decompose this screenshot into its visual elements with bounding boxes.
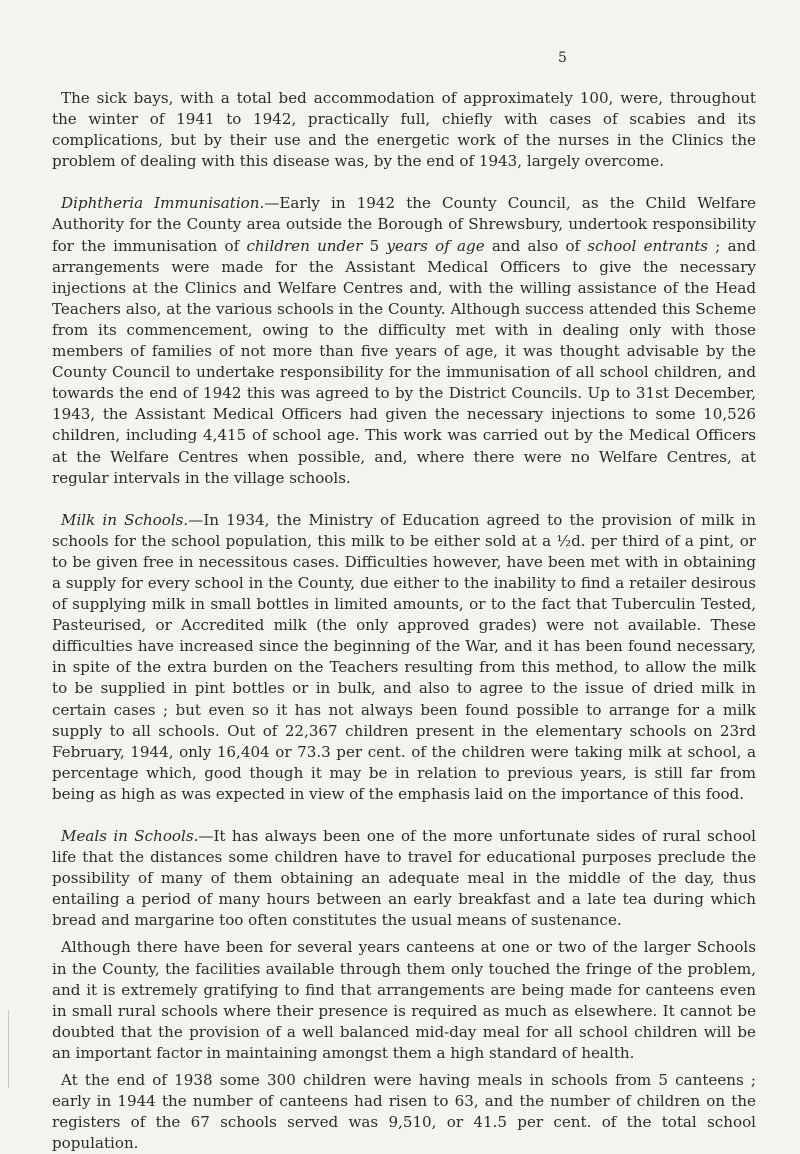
- section-heading-diphtheria: Diphtheria Immunisation.: [61, 194, 265, 213]
- paragraph-meals-in-schools: Meals in Schools.—It has always been one of the more unfortunate sides of rural school life that the distances some children have to travel for educational purposes preclude the possibility of many of them obtaining an adequate meal in the middle of the day, thus entailing a period of many hours between an early breakfast and a late tea during which bread and margarine too often constitutes the usual means of sustenance.: [52, 827, 756, 930]
- paragraph-milk-in-schools: Milk in Schools.—In 1934, the Ministry of Education agreed to the provision of milk in schools for the school population, this milk to be either sold at a ½d. per third of a pint, or to be given free in necessitous cases. Difficulties however, have been met with in obtaining a supply for every school in the County, due either to the inability to find a retailer desirous of supplying milk in small bottles in limited amounts, or to the fact that Tuberculin Tested, Pasteurised, or Accredited milk (the only approved grades) were not available. These difficulties have increased since the beginning of the War, and it has been found necessary, in spite of the extra burden on the Teachers resulting from this method, to allow the milk to be supplied in pint bottles or in bulk, and also to agree to the issue of dried milk in certain cases ; but even so it has not always been found possible to arrange for a milk supply to all schools. Out of 22,367 children present in the elementary schools on 23rd February, 1944, only 16,404 or 73.3 per cent. of the children were taking milk at school, a percentage which, good though it may be in relation to previous years, is still far from being as high as was expected in view of the emphasis laid on the importance of this food.: [52, 510, 756, 803]
- paragraph-diphtheria-immunisation: Diphtheria Immunisation.—Early in 1942 the County Council, as the Child Welfare Authority for the County area outside the Borough of Shrewsbury, undertook responsibility for the immunisation of children under 5 years of age and also of school entrants ; and arrangements were made for the Assistant Medical Officers to give the necessary injections at the Clinics and Welfare Centres and, with the willing assistance of the Head Teachers also, at the various schools in the County. Although success attended this Scheme from its commencement, owing to the difficulty met with in dealing only with those members of families of not more than five years of age, it was thought advisable by the County Council to undertake responsibility for the immunisation of all school children, and towards the end of 1942 this was agreed to by the District Councils. Up to 31st December, 1943, the Assistant Medical Officers had given the necessary injections to some 10,526 children, including 4,415 of school age. This work was carried out by the Medical Officers at the Welfare Centres when possible, and, where there were no Welfare Centres, at regular intervals in the village schools.: [52, 194, 757, 487]
- document-body: [52, 88, 756, 1154]
- page-number: 5: [558, 50, 567, 66]
- page-edge-mark: [8, 1010, 9, 1088]
- paragraph-sick-bays: The sick bays, with a total bed accommodation of approximately 100, were, throughout the winter of 1941 to 1942, practically full, chiefly with cases of scabies and its complications, but by their use and the energetic work of the nurses in the Clinics the problem of dealing with this disease was, by the end of 1943, largely overcome.: [52, 89, 756, 171]
- section-heading-milk: Milk in Schools.: [61, 510, 189, 529]
- section-heading-meals: Meals in Schools.: [61, 827, 199, 845]
- paragraph-canteens: Although there have been for several years canteens at one or two of the larger Schools in the County, the facilities available through them only touched the fringe of the problem, and it is extremely gratifying to find that arrangements are being made for canteens even in small rural schools where their presence is required as much as elsewhere. It cannot be doubted that the provision of a well balanced mid-day meal for all school children will be an important factor in maintaining amongst them a high standard of health.: [52, 938, 756, 1062]
- paragraph-canteen-statistics: At the end of 1938 some 300 children were having meals in schools from 5 canteens ; early in 1944 the number of canteens had risen to 63, and the number of children on the registers of the 67 schools served was 9,510, or 41.5 per cent. of the total school population.: [52, 1071, 756, 1153]
